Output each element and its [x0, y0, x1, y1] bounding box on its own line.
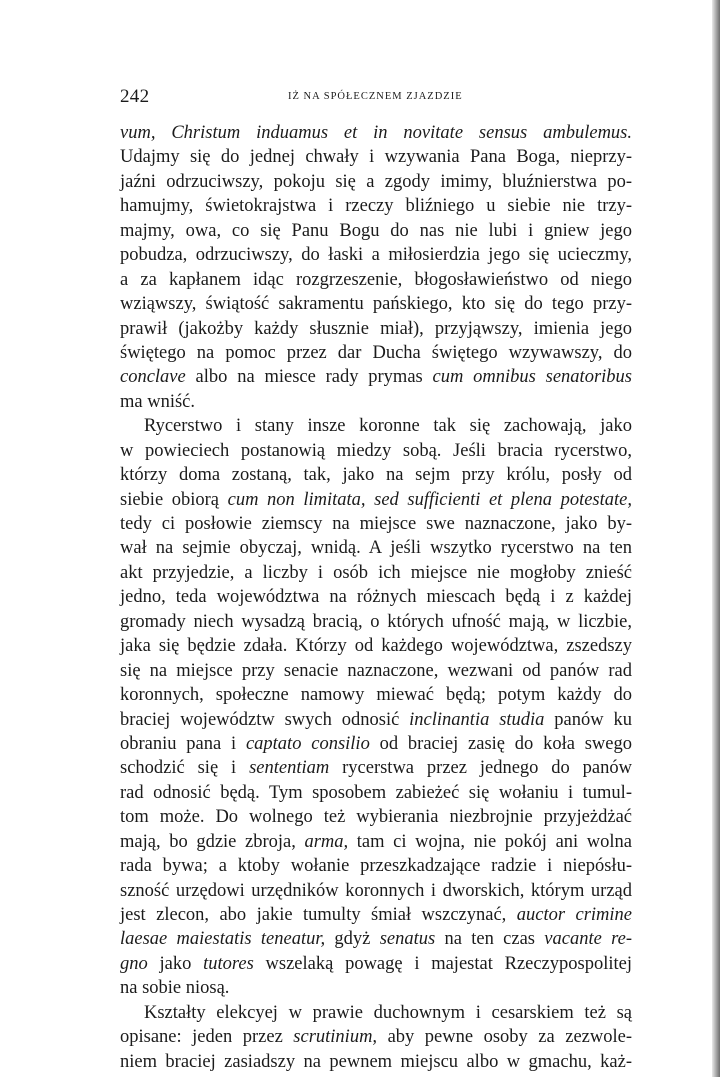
- text-line: Rycerstwo i stany insze koronne tak się zachowają, jako: [144, 416, 632, 437]
- italic-phrase: vacante re-: [544, 929, 632, 950]
- page-number: 242: [120, 86, 150, 107]
- text-line: Udajmy się do jednej chwały i wzywania Pana Boga, nieprzy-: [120, 147, 632, 168]
- text-line: laesae maiestatis teneatur, gdyż senatus na ten czas vacante re-: [120, 929, 632, 950]
- italic-phrase: conclave: [120, 367, 186, 388]
- italic-phrase: sententiam: [249, 758, 330, 779]
- italic-phrase: vum, Christum induamus et in novitate sensus ambulemus.: [120, 123, 632, 143]
- italic-phrase: gno: [120, 953, 148, 974]
- text-line: akt przyjedzie, a liczby i osób ich miejsce nie mogłoby znieść: [120, 562, 632, 583]
- text-line: w powieciech postanowią miedzy sobą. Jeśli bracia rycerstwo,: [120, 440, 632, 461]
- text-line: jaźni odrzuciwszy, pokoju się a zgody imimy, bluźnierstwa po-: [120, 171, 632, 192]
- text-line: [120, 121, 632, 145]
- text-line: się na miejsce przy senacie naznaczone, wezwani od panów rad: [120, 660, 632, 681]
- text-line: jaka się będzie zdała. Którzy od każdego województwa, zszedszy: [120, 636, 632, 657]
- text-line: jest zlecon, abo jakie tumulty śmiał wszczynać, auctor crimine: [120, 905, 633, 925]
- text-line: gromady niech wysadzą bracią, o których ufność mają, w liczbie,: [120, 611, 632, 632]
- text-line: wał na sejmie obyczaj, wnidą. A jeśli wszytko rycerstwo na ten: [120, 538, 632, 559]
- running-title: IŻ NA SPÓŁECZNEM ZJAZDZIE: [288, 91, 463, 102]
- italic-phrase: inclinantia studia: [409, 709, 545, 730]
- text-line: prawił (jakożby każdy słusznie miał), przyjąwszy, imienia jego: [120, 318, 632, 339]
- text-line: opisane: jeden przez scrutinium, aby pewne osoby za zezwole-: [120, 1027, 632, 1048]
- text-line: mają, bo gdzie zbroja, arma, tam ci wojna, nie pokój ani wolna: [120, 831, 632, 852]
- text-line: świętego na pomoc przez dar Ducha świętego wzywawszy, do: [120, 342, 632, 363]
- italic-phrase: auctor crimine: [516, 905, 633, 925]
- body-text: [120, 121, 632, 1074]
- text-line: conclave albo na miesce rady prymas cum omnibus senatoribus: [120, 367, 632, 388]
- page-header: [120, 86, 632, 110]
- text-line: a za kapłanem idąc rozgrzeszenie, błogosławieństwo od niego: [120, 269, 632, 290]
- text-line: schodzić się i sententiam rycerstwa przez jednego do panów: [120, 758, 632, 779]
- text-line: gno jako tutores wszelaką powagę i majestat Rzeczypospolitej: [120, 953, 632, 974]
- italic-phrase: laesae maiestatis teneatur,: [120, 929, 326, 950]
- text-line: szność urzędowi urzędników koronnych i dworskich, którym urząd: [120, 880, 632, 901]
- text-line: jedno, teda województwa na różnych miescach będą i z każdej: [120, 587, 632, 608]
- text-line: niem braciej zasiadszy na pewnem miejscu albo w gmachu, każ-: [120, 1051, 632, 1072]
- text-line: obraniu pana i captato consilio od braciej zasię do koła swego: [120, 733, 632, 754]
- text-line: tedy ci posłowie ziemscy na miejsce swe naznaczone, jako by-: [120, 514, 632, 534]
- text-line: koronnych, społeczne namowy miewać będą; potym każdy do: [120, 685, 632, 706]
- text-line: majmy, owa, co się Panu Bogu do nas nie lubi i gniew jego: [120, 220, 632, 241]
- italic-phrase: captato consilio: [245, 733, 370, 754]
- text-line: braciej województw swych odnosić inclinantia studia panów ku: [120, 709, 632, 730]
- text-line: tom może. Do wolnego też wybierania niezbrojnie przyjeżdżać: [120, 807, 632, 828]
- italic-phrase: cum non limitata, sed sufficienti et plena potestate,: [227, 489, 632, 510]
- italic-phrase: senatus: [379, 929, 436, 950]
- italic-phrase: tutores: [203, 953, 254, 974]
- italic-phrase: cum omnibus senatoribus: [432, 367, 632, 388]
- text-line: pobudza, odrzuciwszy, do łaski a miłosierdzia jego się ucieczmy,: [120, 245, 632, 266]
- italic-phrase: scrutinium,: [293, 1027, 378, 1048]
- italic-phrase: arma,: [304, 831, 349, 852]
- text-line: hamujmy, świetokrajstwa i rzeczy bliźniego u siebie nie trzy-: [120, 196, 632, 217]
- text-line: Kształty elekcyej w prawie duchownym i cesarskiem też są: [144, 1002, 632, 1023]
- text-line: rada bywa; a ktoby wołanie przeszkadzające radzie i niepósłu-: [120, 856, 632, 877]
- text-line: siebie obiorą cum non limitata, sed sufficienti et plena potestate,: [120, 489, 632, 510]
- scan-edge-shadow: [712, 0, 720, 1077]
- text-line: którzy doma zostaną, tak, jako na sejm przy królu, posły od: [120, 465, 632, 486]
- text-line: wziąwszy, świątość sakramentu pańskiego, kto się do tego przy-: [120, 294, 632, 315]
- text-line: na sobie niosą.: [120, 978, 230, 999]
- text-line: rad odnosić będą. Tym sposobem zabieżeć się wołaniu i tumul-: [120, 782, 632, 803]
- text-line: ma wniść.: [120, 391, 196, 412]
